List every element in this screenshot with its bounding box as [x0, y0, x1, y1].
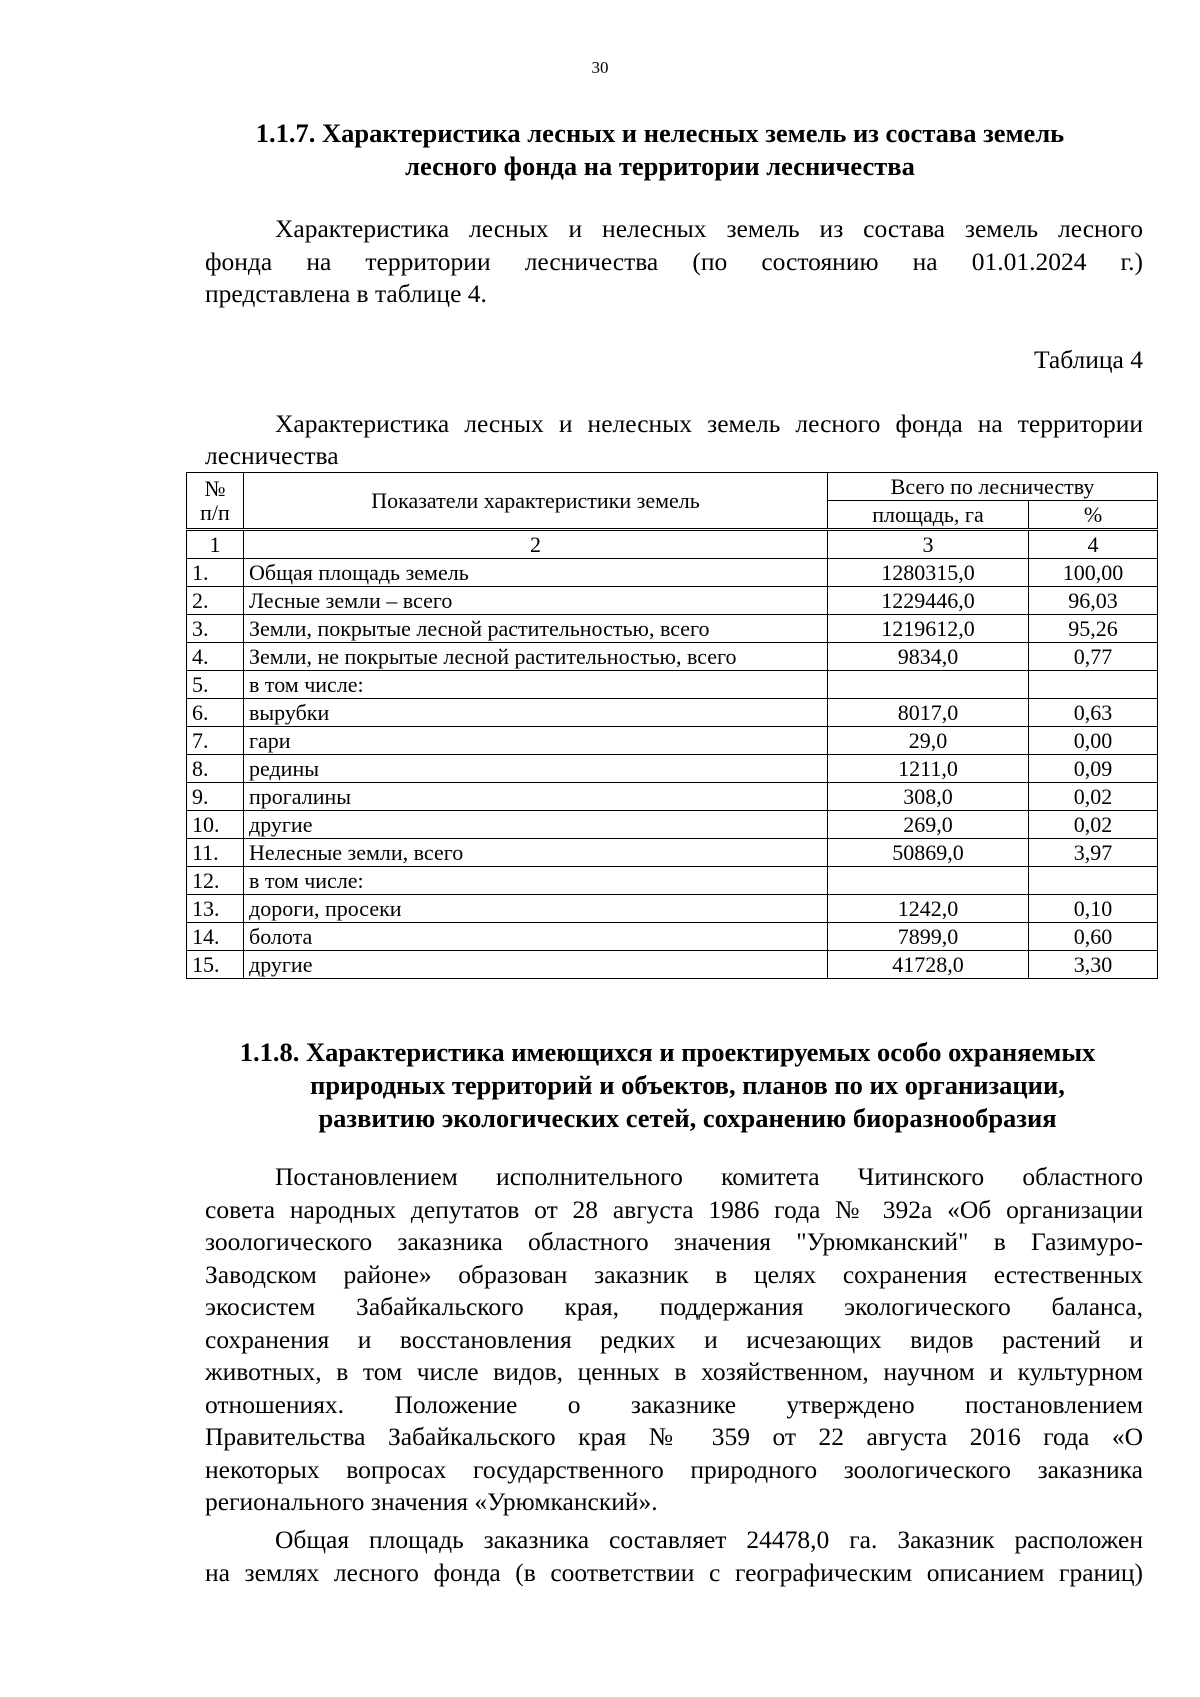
paragraph-line: Правительства Забайкальского края № 359 от 22 августа 2016 года «О: [205, 1422, 1143, 1451]
table-row: [187, 699, 1158, 727]
row-area: 9834,0: [828, 643, 1029, 671]
row-area: 1229446,0: [828, 587, 1029, 615]
row-area: 7899,0: [828, 923, 1029, 951]
row-area: 41728,0: [828, 951, 1029, 979]
row-number: 15.: [187, 951, 244, 979]
land-characteristics-table: [186, 472, 1158, 979]
row-indicator: Нелесные земли, всего: [244, 839, 828, 867]
row-number: 12.: [187, 867, 244, 895]
table-row: [187, 867, 1158, 895]
column-number: 3: [828, 530, 1029, 559]
caption-line: лесничества: [205, 441, 339, 470]
intro-paragraph: [205, 213, 1143, 311]
row-number: 5.: [187, 671, 244, 699]
row-percent: 0,00: [1029, 727, 1158, 755]
reserve-area-paragraph: [205, 1524, 1143, 1589]
heading-line: 1.1.7. Характеристика лесных и нелесных земель из состава земель: [255, 118, 1065, 148]
row-indicator: дороги, просеки: [244, 895, 828, 923]
row-number: 4.: [187, 643, 244, 671]
table-row: [187, 559, 1158, 587]
header-area: площадь, га: [828, 501, 1029, 530]
row-indicator: болота: [244, 923, 828, 951]
heading-line: лесного фонда на территории лесничества: [405, 151, 915, 181]
row-indicator: прогалины: [244, 783, 828, 811]
row-area: 308,0: [828, 783, 1029, 811]
paragraph-line: отношениях. Положение о заказнике утверждено постановлением: [205, 1389, 1143, 1419]
row-percent: 0,10: [1029, 895, 1158, 923]
table-row: [187, 783, 1158, 811]
row-number: 13.: [187, 895, 244, 923]
row-indicator: редины: [244, 755, 828, 783]
row-percent: [1029, 671, 1158, 699]
row-number: 7.: [187, 727, 244, 755]
paragraph-line: совета народных депутатов от 28 августа 1986 года № 392а «Об организации: [205, 1194, 1143, 1224]
table-row: [187, 671, 1158, 699]
paragraph-line: Общая площадь заказника составляет 24478,0 га. Заказник расположен: [275, 1525, 1143, 1554]
row-area: 269,0: [828, 811, 1029, 839]
row-area: 1211,0: [828, 755, 1029, 783]
row-percent: 96,03: [1029, 587, 1158, 615]
row-indicator: Земли, покрытые лесной растительностью, всего: [244, 615, 828, 643]
heading-line: 1.1.8. Характеристика имеющихся и проектируемых особо охраняемых: [239, 1037, 1096, 1067]
row-percent: [1029, 867, 1158, 895]
section-heading-1-1-7: [200, 117, 1120, 183]
row-number: 6.: [187, 699, 244, 727]
row-number: 3.: [187, 615, 244, 643]
row-percent: 0,60: [1029, 923, 1158, 951]
row-indicator: другие: [244, 811, 828, 839]
row-percent: 0,09: [1029, 755, 1158, 783]
row-percent: 100,00: [1029, 559, 1158, 587]
heading-line: развитию экологических сетей, сохранению биоразнообразия: [318, 1103, 1057, 1133]
table-row: [187, 951, 1158, 979]
row-area: 1280315,0: [828, 559, 1029, 587]
row-percent: 3,30: [1029, 951, 1158, 979]
reserve-paragraph: [205, 1161, 1143, 1519]
row-percent: 95,26: [1029, 615, 1158, 643]
table-label: Таблица 4: [1033, 345, 1143, 374]
row-area: 1219612,0: [828, 615, 1029, 643]
paragraph-line: представлена в таблице 4.: [205, 279, 487, 308]
heading-line: природных территорий и объектов, планов по их организации,: [310, 1070, 1065, 1100]
row-area: 50869,0: [828, 839, 1029, 867]
header-num-line: №: [204, 475, 226, 501]
row-number: 10.: [187, 811, 244, 839]
paragraph-line: животных, в том числе видов, ценных в хозяйственном, научном и культурном: [205, 1357, 1143, 1386]
row-indicator: Общая площадь земель: [244, 559, 828, 587]
row-indicator: вырубки: [244, 699, 828, 727]
paragraph-line: регионального значения «Урюмканский».: [205, 1487, 658, 1516]
row-indicator: в том числе:: [244, 671, 828, 699]
paragraph-line: сохранения и восстановления редких и исчезающих видов растений и: [205, 1324, 1143, 1354]
table-row: [187, 895, 1158, 923]
paragraph-line: Характеристика лесных и нелесных земель из состава земель лесного: [275, 214, 1143, 243]
table-row: [187, 755, 1158, 783]
header-group: Всего по лесничеству: [828, 473, 1158, 501]
row-percent: 0,02: [1029, 783, 1158, 811]
table-row: [187, 615, 1158, 643]
row-percent: 3,97: [1029, 839, 1158, 867]
row-number: 2.: [187, 587, 244, 615]
table-row: [187, 727, 1158, 755]
caption-line: Характеристика лесных и нелесных земель лесного фонда на территории: [275, 409, 1143, 438]
row-area: 8017,0: [828, 699, 1029, 727]
row-number: 14.: [187, 923, 244, 951]
row-indicator: Земли, не покрытые лесной растительностью, всего: [244, 643, 828, 671]
row-indicator: гари: [244, 727, 828, 755]
table-row: [187, 923, 1158, 951]
row-indicator: Лесные земли – всего: [244, 587, 828, 615]
header-pct: %: [1029, 501, 1158, 530]
row-area: 1242,0: [828, 895, 1029, 923]
row-indicator: в том числе:: [244, 867, 828, 895]
paragraph-line: Постановлением исполнительного комитета Читинского областного: [275, 1162, 1143, 1191]
section-heading-1-1-8: [200, 1036, 1135, 1135]
header-num-line: п/п: [200, 499, 230, 525]
row-number: 1.: [187, 559, 244, 587]
column-number: 2: [244, 530, 828, 559]
table-row: [187, 587, 1158, 615]
header-indicator: Показатели характеристики земель: [244, 473, 828, 530]
paragraph-line: Заводском районе» образован заказник в целях сохранения естественных: [205, 1259, 1143, 1289]
row-number: 9.: [187, 783, 244, 811]
paragraph-line: на землях лесного фонда (в соответствии с географическим описанием границ): [205, 1557, 1143, 1587]
row-percent: 0,63: [1029, 699, 1158, 727]
table-row: [187, 811, 1158, 839]
column-number: 1: [187, 530, 244, 559]
paragraph-line: зоологического заказника областного значения "Урюмканский" в Газимуро-: [205, 1227, 1143, 1256]
page-number: 30: [591, 58, 609, 77]
column-numbers-row: [187, 530, 1158, 559]
row-area: 29,0: [828, 727, 1029, 755]
table-row: [187, 839, 1158, 867]
paragraph-line: экосистем Забайкальского края, поддержания экологического баланса,: [205, 1292, 1143, 1321]
row-area: [828, 867, 1029, 895]
row-indicator: другие: [244, 951, 828, 979]
row-number: 8.: [187, 755, 244, 783]
table-row: [187, 643, 1158, 671]
row-percent: 0,77: [1029, 643, 1158, 671]
table-caption: [205, 408, 1143, 472]
row-area: [828, 671, 1029, 699]
row-percent: 0,02: [1029, 811, 1158, 839]
paragraph-line: некоторых вопросах государственного природного зоологического заказника: [205, 1454, 1143, 1484]
column-number: 4: [1029, 530, 1158, 559]
header-num: [187, 473, 244, 530]
paragraph-line: фонда на территории лесничества (по состоянию на 01.01.2024 г.): [205, 246, 1143, 276]
row-number: 11.: [187, 839, 244, 867]
